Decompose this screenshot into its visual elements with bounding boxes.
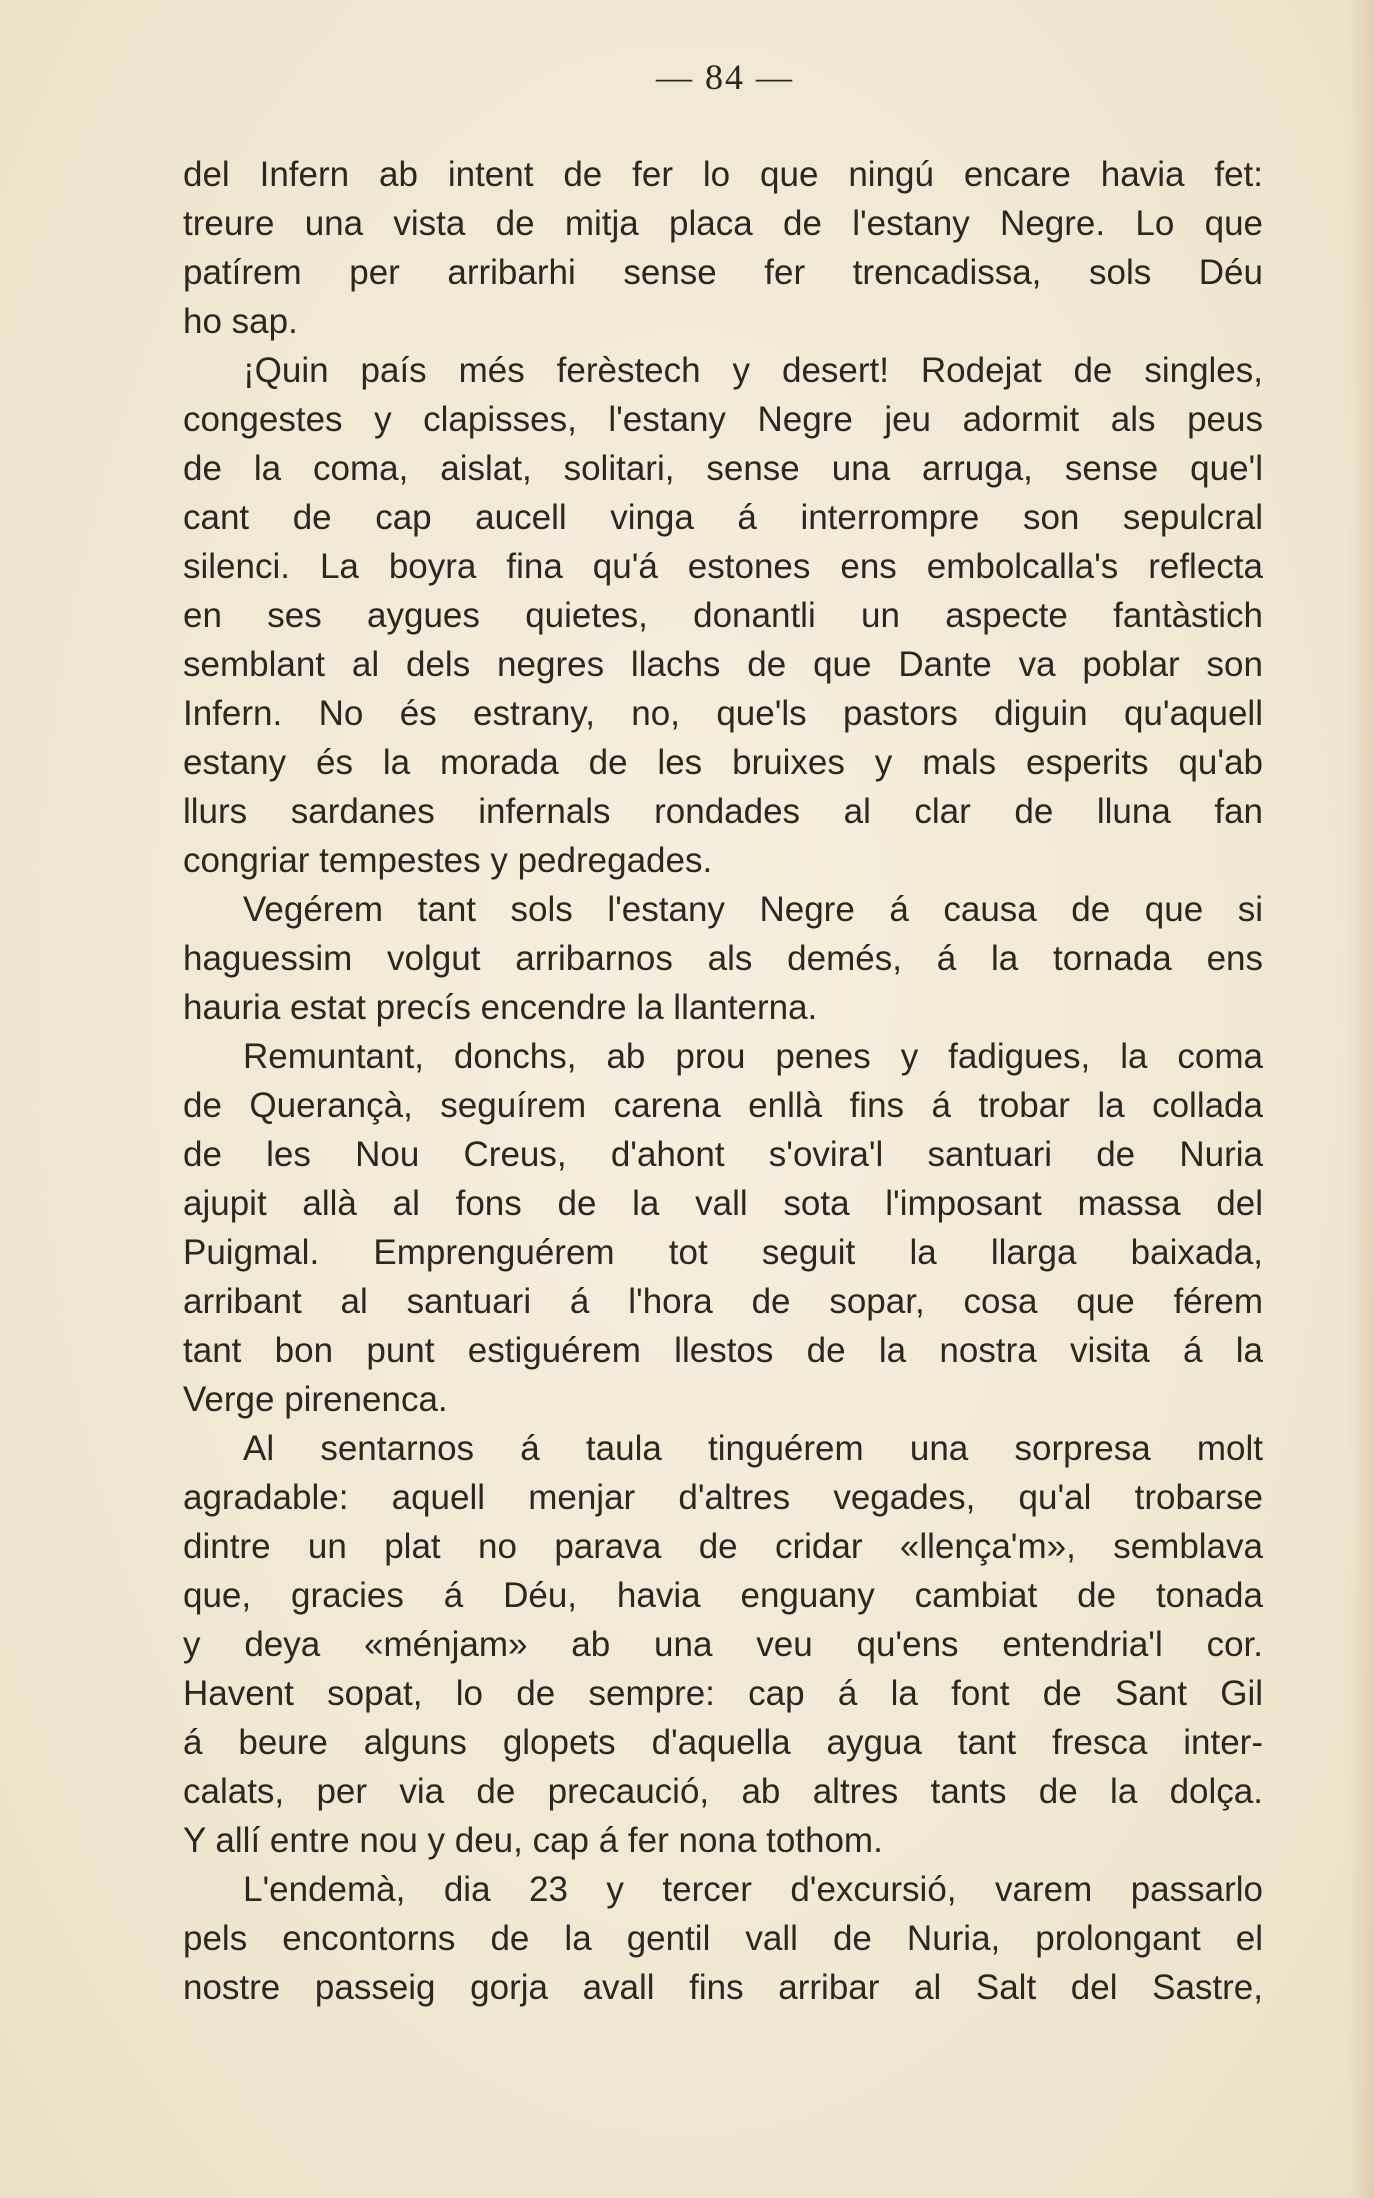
text-line: en ses aygues quietes, donantli un aspecte fantàstich [183,596,1263,635]
text-line: de Querançà, seguírem carena enllà fins á trobar la collada [183,1086,1263,1125]
body-text [183,150,1263,2012]
text-line: dintre un plat no parava de cridar «llença'm», semblava [183,1527,1263,1566]
text-line: Infern. No és estrany, no, que'ls pastors diguin qu'aquell [183,694,1263,733]
text-line: L'endemà, dia 23 y tercer d'excursió, varem passarlo [243,1870,1263,1909]
text-line: estany és la morada de les bruixes y mals esperits qu'ab [183,743,1263,782]
text-line: Puigmal. Emprenguérem tot seguit la llarga baixada, [183,1233,1263,1272]
text-line: congriar tempestes y pedregades. [183,841,713,880]
text-line: pels encontorns de la gentil vall de Nuria, prolongant el [183,1919,1263,1958]
text-line: Remuntant, donchs, ab prou penes y fadigues, la coma [243,1037,1263,1076]
text-line: Vegérem tant sols l'estany Negre á causa de que si [243,890,1263,929]
text-line: ¡Quin país més ferèstech y desert! Rodejat de singles, [243,351,1263,390]
text-line: Havent sopat, lo de sempre: cap á la font de Sant Gil [183,1674,1263,1713]
text-line: arribant al santuari á l'hora de sopar, cosa que férem [183,1282,1263,1321]
text-line: á beure alguns glopets d'aquella aygua tant fresca inter- [183,1723,1263,1762]
text-line: calats, per via de precaució, ab altres tants de la dolça. [183,1772,1263,1811]
text-line: Al sentarnos á taula tinguérem una sorpresa molt [243,1429,1263,1468]
text-line: semblant al dels negres llachs de que Dante va poblar son [183,645,1263,684]
page-edge-shadow [1348,0,1374,2198]
text-line: de les Nou Creus, d'ahont s'ovira'l santuari de Nuria [183,1135,1263,1174]
text-line: ho sap. [183,302,298,341]
text-line: del Infern ab intent de fer lo que ningú encare havia fet: [183,155,1263,194]
text-line: haguessim volgut arribarnos als demés, á la tornada ens [183,939,1263,978]
text-line: treure una vista de mitja placa de l'estany Negre. Lo que [183,204,1263,243]
text-line: que, gracies á Déu, havia enguany cambiat de tonada [183,1576,1263,1615]
page-number: — 84 — [656,57,794,97]
text-line: congestes y clapisses, l'estany Negre jeu adormit als peus [183,400,1263,439]
text-line: nostre passeig gorja avall fins arribar al Salt del Sastre, [183,1968,1263,2007]
text-line: y deya «ménjam» ab una veu qu'ens entendria'l cor. [183,1625,1263,1664]
text-line: cant de cap aucell vinga á interrompre son sepulcral [183,498,1263,537]
text-line: hauria estat precís encendre la llanterna. [183,988,818,1027]
text-line: silenci. La boyra fina qu'á estones ens embolcalla's reflecta [183,547,1263,586]
text-line: Y allí entre nou y deu, cap á fer nona tothom. [183,1821,883,1860]
text-line: Verge pirenenca. [183,1380,448,1419]
text-line: agradable: aquell menjar d'altres vegades, qu'al trobarse [183,1478,1263,1517]
text-line: llurs sardanes infernals rondades al clar de lluna fan [183,792,1263,831]
text-line: patírem per arribarhi sense fer trencadissa, sols Déu [183,253,1263,292]
text-line: de la coma, aislat, solitari, sense una arruga, sense que'l [183,449,1263,488]
text-line: tant bon punt estiguérem llestos de la nostra visita á la [183,1331,1263,1370]
text-line: ajupit allà al fons de la vall sota l'imposant massa del [183,1184,1263,1223]
